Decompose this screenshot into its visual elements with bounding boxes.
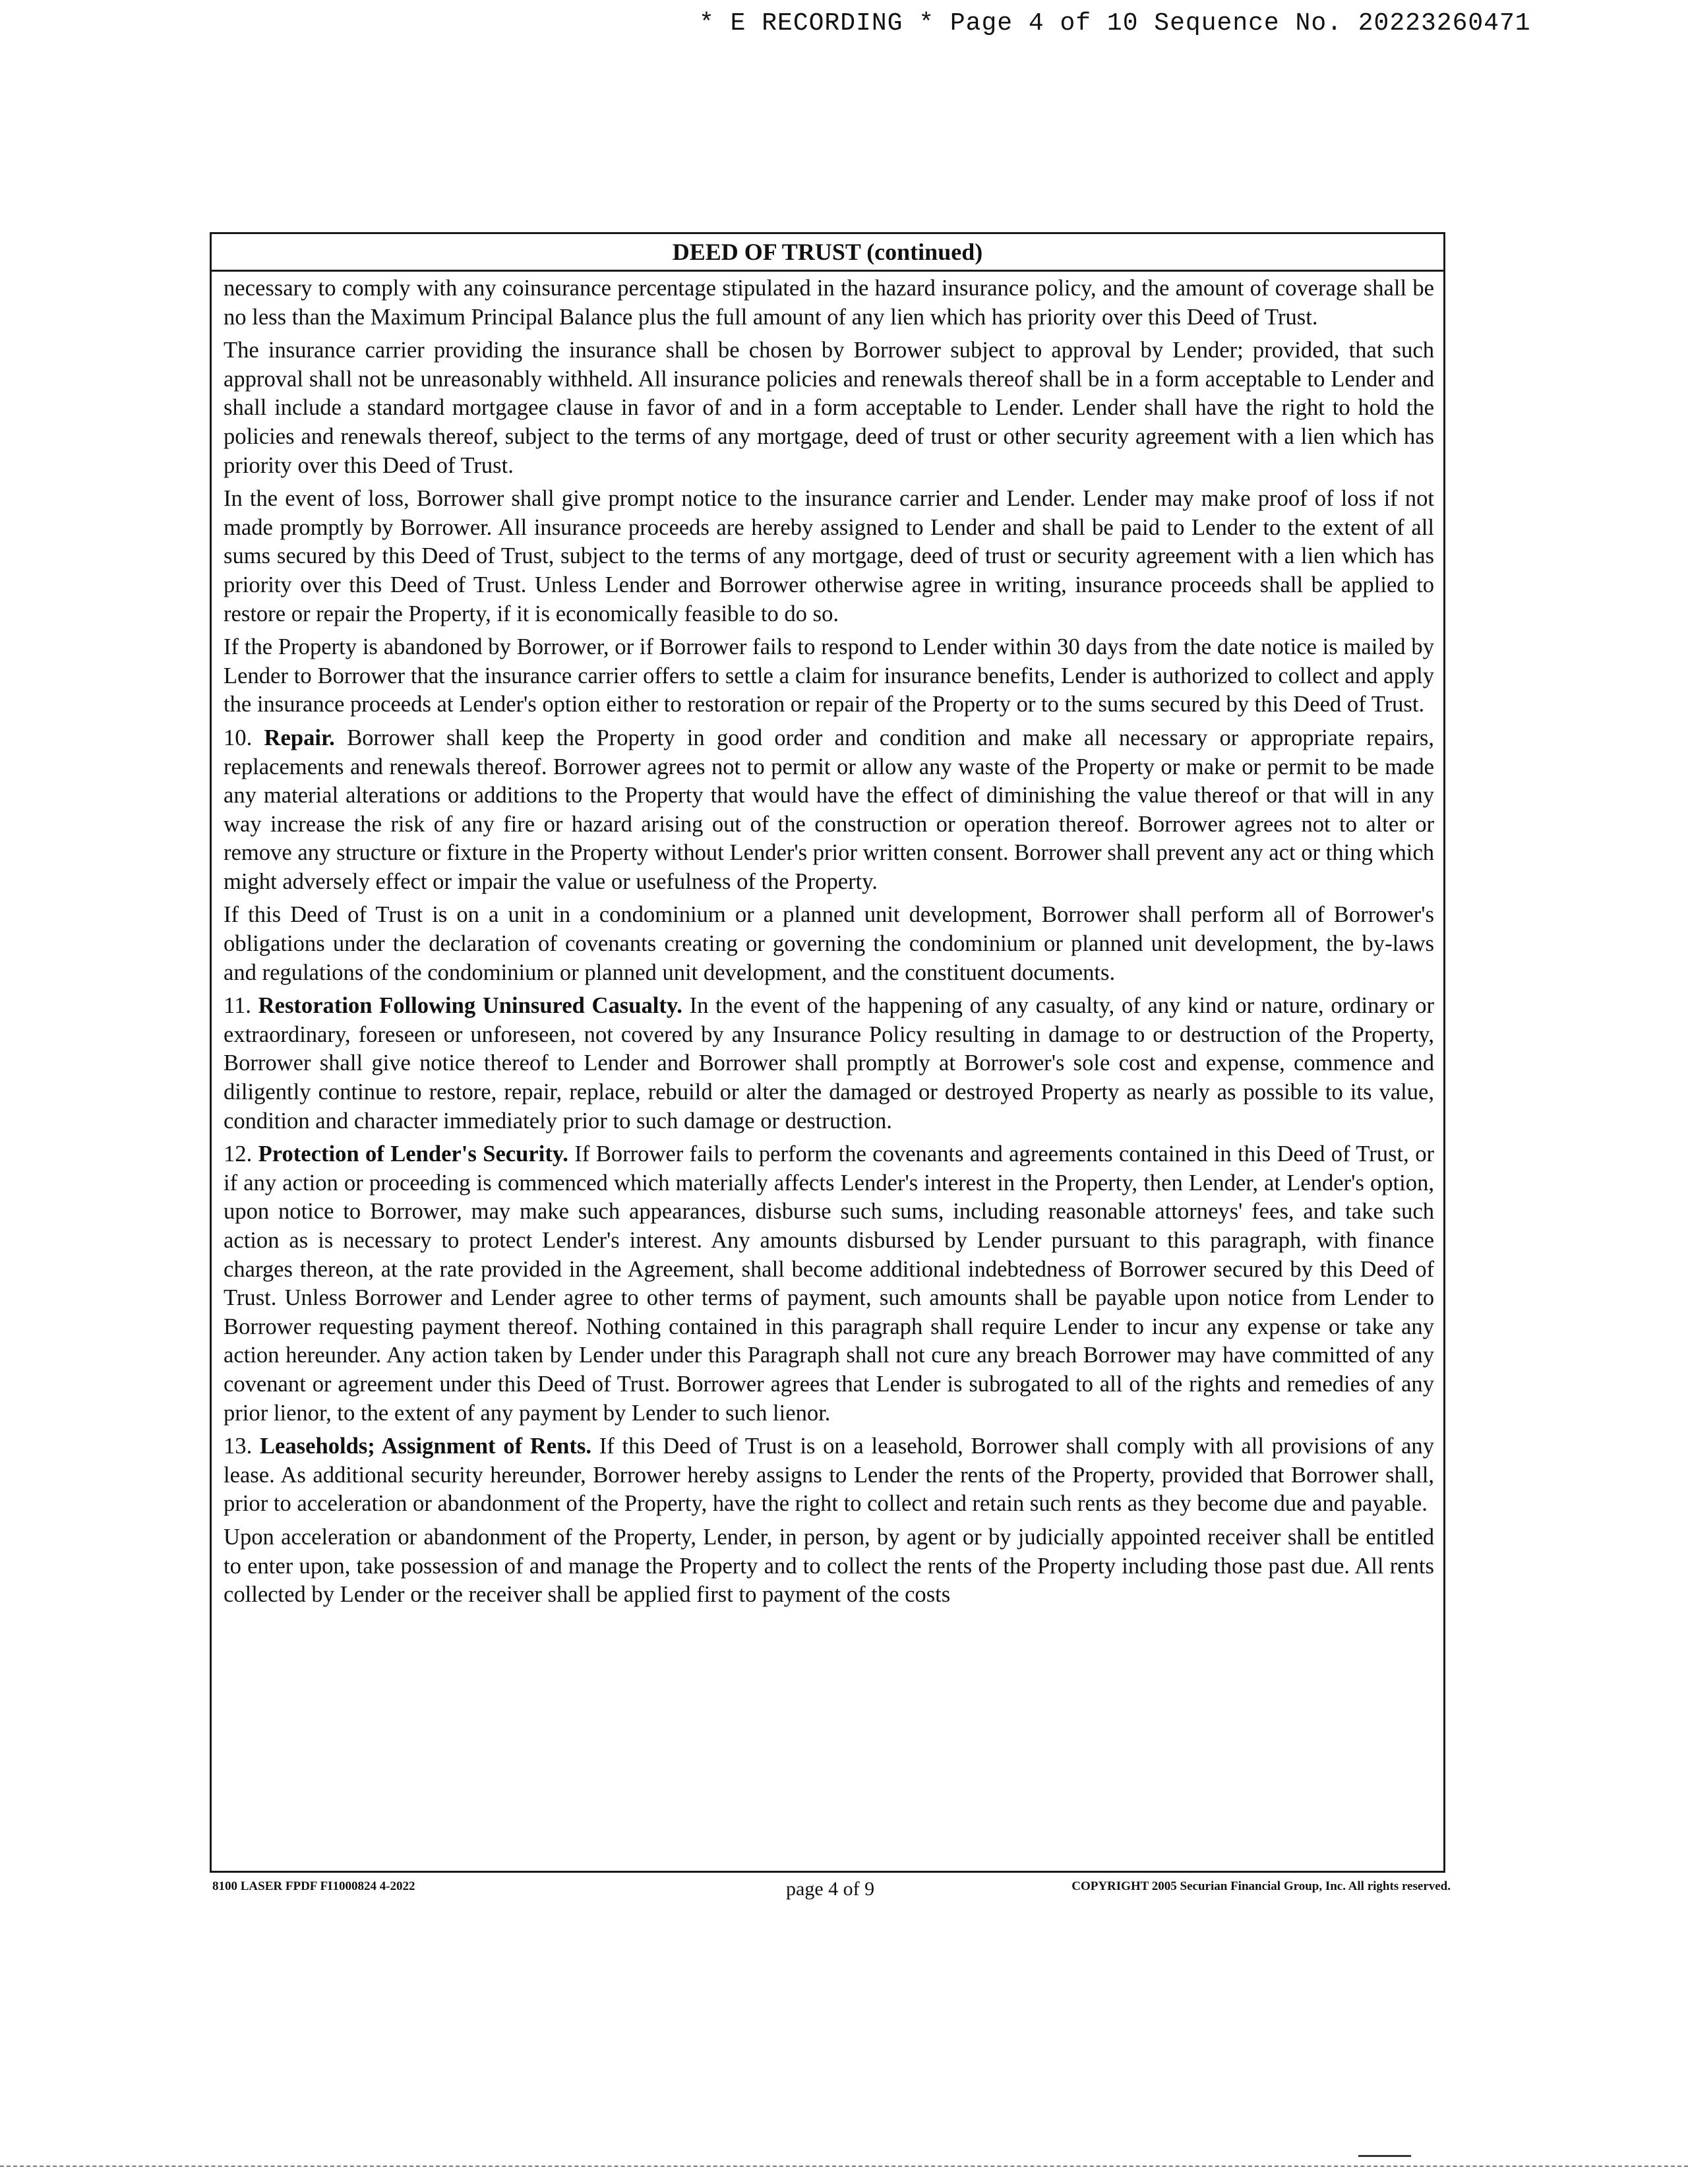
paragraph — [224, 274, 1434, 332]
paragraph-text: necessary to comply with any coinsurance percentage stipulated in the hazard insurance policy, and the amount of coverage shall be no less than the Maximum Principal Balance plus the full amount of any lien which has priority over this Deed of Trust. — [224, 276, 1434, 330]
paragraph-text: The insurance carrier providing the insurance shall be chosen by Borrower subject to approval by Lender; provided, that such approval shall not be unreasonably withheld. All insurance policies and renewals thereof shall be in a form acceptable to Lender and shall include a standard mortgagee clause in favor of and in a form acceptable to Lender. Lender shall have the right to hold the policies and renewals thereof, subject to the terms of any mortgage, deed of trust or other security agreement with a lien which has priority over this Deed of Trust. — [224, 338, 1434, 478]
form-title: DEED OF TRUST (continued) — [212, 234, 1443, 272]
section-number: 13. — [224, 1434, 253, 1459]
recording-header: * E RECORDING * Page 4 of 10 Sequence No. 20223260471 — [699, 9, 1531, 38]
paragraph — [224, 633, 1434, 719]
section-heading: Repair. — [264, 725, 335, 750]
section-text: If this Deed of Trust is on a leasehold, Borrower shall comply with all provisions of any lease. As additional security hereunder, Borrower hereby assigns to Lender the rents of the Property, provided that Borrower shall, prior to acceleration or abandonment of the Property, have the right to collect and retain such rents as they become due and payable. — [224, 1434, 1435, 1517]
paragraph — [224, 901, 1434, 987]
copyright-notice: COPYRIGHT 2005 Securian Financial Group, Inc. All rights reserved. — [1071, 1879, 1451, 1893]
section-heading: Restoration Following Uninsured Casualty. — [258, 993, 682, 1019]
scan-edge-line — [0, 2166, 1688, 2167]
paragraph — [224, 1523, 1434, 1610]
scan-mark — [1358, 2155, 1411, 2157]
section-10-repair — [224, 724, 1434, 897]
section-number: 12. — [224, 1141, 253, 1167]
form-body — [212, 272, 1443, 1610]
section-11-restoration — [224, 992, 1434, 1136]
paragraph-text: Upon acceleration or abandonment of the Property, Lender, in person, by agent or by judicially appointed receiver shall be entitled to enter upon, take possession of and manage the Property and to collect the rents of the Property including those past due. All rents collected by Lender or the receiver shall be applied first to payment of the costs — [224, 1524, 1434, 1608]
section-number: 11. — [224, 993, 251, 1019]
paragraph-text: If this Deed of Trust is on a unit in a condominium or a planned unit development, Borrower shall perform all of Borrower's obligations under the declaration of covenants creating or governing the condominium or planned unit development, the by-laws and regulations of the condominium or planned unit development, and the constituent documents. — [224, 902, 1434, 985]
section-text: In the event of the happening of any casualty, of any kind or nature, ordinary or extraordinary, foreseen or unforeseen, not covered by any Insurance Policy resulting in damage to or destruction of the Property, Borrower shall give notice thereof to Lender and Borrower shall promptly at Borrower's sole cost and expense, commence and diligently continue to restore, repair, replace, rebuild or alter the damaged or destroyed Property as nearly as possible to its value, condition and character immediately prior to such damage or destruction. — [224, 993, 1434, 1134]
section-text: If Borrower fails to perform the covenants and agreements contained in this Deed of Trust, or if any action or proceeding is commenced which materially affects Lender's interest in the Property, then Lender, at Lender's option, upon notice to Borrower, may make such appearances, disburse such sums, including reasonable attorneys' fees, and take such action as is necessary to protect Lender's interest. Any amounts disbursed by Lender pursuant to this paragraph, with finance charges thereon, at the rate provided in the Agreement, shall become additional indebtedness of Borrower secured by this Deed of Trust. Unless Borrower and Lender agree to other terms of payment, such amounts shall be payable upon notice from Lender to Borrower requesting payment thereof. Nothing contained in this paragraph shall require Lender to incur any expense or take any action hereunder. Any action taken by Lender under this Paragraph shall not cure any breach Borrower may have committed of any covenant or agreement under this Deed of Trust. Borrower agrees that Lender is subrogated to all of the rights and remedies of any prior lienor, to the extent of any payment by Lender to such lienor. — [224, 1141, 1434, 1426]
deed-of-trust-form — [210, 232, 1445, 1873]
section-number: 10. — [224, 725, 253, 750]
paragraph-text: If the Property is abandoned by Borrower, or if Borrower fails to respond to Lender within 30 days from the date notice is mailed by Lender to Borrower that the insurance carrier offers to settle a claim for insurance benefits, Lender is authorized to collect and apply the insurance proceeds at Lender's option either to restoration or repair of the Property or to the sums secured by this Deed of Trust. — [224, 634, 1434, 717]
paragraph — [224, 485, 1434, 628]
paragraph-text: In the event of loss, Borrower shall give prompt notice to the insurance carrier and Lender. Lender may make proof of loss if not made promptly by Borrower. All insurance proceeds are hereby assigned to Lender and shall be paid to Lender to the extent of all sums secured by this Deed of Trust, subject to the terms of any mortgage, deed of trust or security agreement with a lien which has priority over this Deed of Trust. Unless Lender and Borrower otherwise agree in writing, insurance proceeds shall be applied to restore or repair the Property, if it is economically feasible to do so. — [224, 486, 1434, 626]
form-footer — [212, 1878, 1452, 1904]
form-code: 8100 LASER FPDF FI1000824 4-2022 — [212, 1879, 415, 1893]
page-number: page 4 of 9 — [786, 1878, 875, 1900]
section-heading: Protection of Lender's Security. — [258, 1141, 568, 1167]
section-12-protection — [224, 1140, 1434, 1428]
paragraph — [224, 336, 1434, 480]
section-text: Borrower shall keep the Property in good order and condition and make all necessary or appropriate repairs, replacements and renewals thereof. Borrower agrees not to permit or allow any waste of the Property or make or permit to be made any material alterations or additions to the Property that would have the effect of diminishing the value thereof or that will in any way increase the risk of any fire or hazard arising out of the construction or operation thereof. Borrower agrees not to alter or remove any structure or fixture in the Property without Lender's prior written consent. Borrower shall prevent any act or thing which might adversely effect or impair the value or usefulness of the Property. — [224, 725, 1435, 894]
section-13-leaseholds — [224, 1432, 1434, 1519]
section-heading: Leaseholds; Assignment of Rents. — [259, 1434, 591, 1459]
